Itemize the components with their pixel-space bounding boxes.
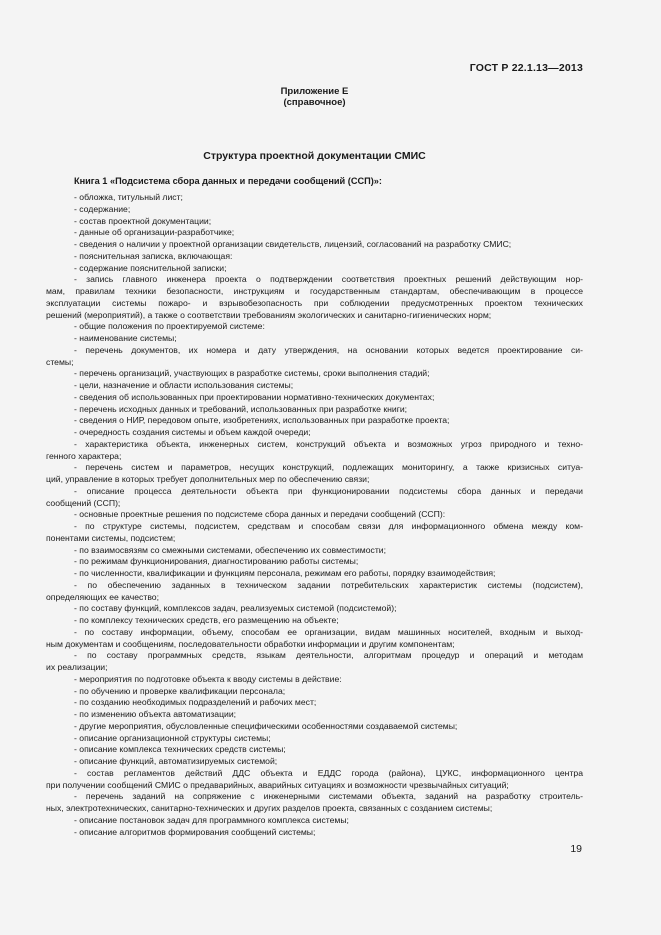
text-line: - по созданию необходимых подразделений и рабочих мест;: [74, 697, 317, 708]
text-line: - по обучению и проверке квалификации персонала;: [74, 685, 286, 696]
text-line: - наименование системы;: [74, 333, 177, 343]
text-line: - по взаимосвязям со смежными системами, обеспечению их совместимости;: [74, 544, 387, 555]
text-line: - содержание;: [74, 203, 131, 214]
text-line: - содержание пояснительной записки;: [74, 262, 227, 273]
text-line: - состав регламентов действий ДДС объекта и ЕДДС города (района), ЦУКС, информационного центра: [74, 767, 583, 778]
text-line: ным документам и сообщениям, последовательности обработки информации и другим компонентам;: [46, 638, 455, 649]
text-line: сообщений (ССП);: [46, 497, 121, 508]
text-line: эксплуатации системы пожаро- и взрывобезопасность при соблюдении предусмотренных проектом технических: [46, 297, 583, 308]
text-line: - характеристика объекта, инженерных систем, конструкций объекта и возможных угроз природного и техно-: [74, 438, 583, 449]
text-line: - по изменению объекта автоматизации;: [74, 709, 237, 719]
text-line: мам, правилам техники безопасности, инструкциям и государственным стандартам, обеспечивающим в процессе: [46, 286, 583, 296]
text-line: генного характера;: [46, 450, 122, 461]
text-line: - сведения о наличии у проектной организации свидетельств, лицензий, согласований на разработку СМИС;: [74, 239, 512, 249]
text-line: определяющих ее качество;: [46, 591, 159, 602]
text-line: - по обеспечению заданных в техническом задании потребительских характеристик системы (подсистем),: [74, 579, 583, 590]
text-line: - цели, назначение и области использования системы;: [74, 380, 294, 390]
text-line: решений (мероприятий), а также о соответствии требованиям экологических и санитарно-гигиенических норм;: [46, 309, 492, 320]
text-line: - описание постановок задач для программного комплекса системы;: [74, 814, 349, 825]
text-line: их реализации;: [46, 662, 108, 672]
text-line: стемы;: [46, 356, 74, 367]
section-title: Структура проектной документации СМИС: [203, 150, 426, 162]
text-line: - другие мероприятия, обусловленные специфическими особенностями создаваемой системы;: [74, 720, 458, 731]
text-line: - по составу информации, объему, способам ее организации, видам машинных носителей, входным и выход-: [74, 626, 583, 637]
text-line: - очередность создания системы и объем каждой очереди;: [74, 427, 311, 437]
text-line: - описание комплекса технических средств системы;: [74, 744, 286, 755]
text-line: - мероприятия по подготовке объекта к вводу системы в действие:: [74, 673, 342, 684]
text-line: - сведения о НИР, передовом опыте, изобретениях, использованных при разработке проекта;: [74, 415, 450, 426]
text-line: - описание процесса деятельности объекта при функционировании подсистемы сбора данных и передачи: [74, 485, 583, 496]
text-line: при получении сообщений СМИС о предаварийных, аварийных ситуациях и возможности чрезвычайных ситуаций;: [46, 779, 509, 790]
text-line: - по структуре системы, подсистем, средствам и способам связи для информационного обмена между ком-: [74, 521, 583, 531]
text-line: - описание алгоритмов формирования сообщений системы;: [74, 826, 316, 837]
text-line: - по численности, квалификации и функциям персонала, режимам его работы, порядку взаимодействия;: [74, 568, 496, 578]
text-line: ций, управление в которых требует дополнительных мер по обеспечению связи;: [46, 474, 370, 484]
text-line: - по режимам функционирования, диагностированию работы системы;: [74, 556, 359, 567]
text-line: - перечень заданий на сопряжение с инженерными системами объекта, заданий на разработку строитель-: [74, 791, 583, 802]
text-line: - основные проектные решения по подсистеме сбора данных и передачи сообщений (ССП):: [74, 509, 446, 520]
appendix-title: Приложение Е: [280, 86, 349, 97]
text-line: - запись главного инженера проекта о подтверждении соответствия проектных решений действующим нор-: [74, 274, 583, 285]
text-line: - перечень организаций, участвующих в разработке системы, сроки выполнения стадий;: [74, 368, 430, 379]
text-line: - перечень исходных данных и требований, использованных при разработке книги;: [74, 403, 408, 414]
standard-code: ГОСТ Р 22.1.13—2013: [469, 62, 583, 74]
text-line: ных, электротехнических, санитарно-технических и других разделов проекта, связанных с созданием системы;: [46, 803, 493, 813]
content-body: [46, 192, 583, 838]
text-line: - состав проектной документации;: [74, 215, 212, 226]
text-line: - обложка, титульный лист;: [74, 192, 183, 202]
appendix-heading: [0, 86, 629, 108]
text-line: - пояснительная записка, включающая:: [74, 250, 233, 261]
appendix-subtitle: (справочное): [283, 97, 346, 108]
text-line: - перечень систем и параметров, несущих конструкций, подлежащих мониторингу, а также кризисных ситуа-: [74, 462, 583, 473]
text-line: - описание функций, автоматизируемых системой;: [74, 756, 278, 766]
book-heading: Книга 1 «Подсистема сбора данных и передачи сообщений (ССП)»:: [74, 176, 382, 186]
text-line: - описание организационной структуры системы;: [74, 732, 271, 743]
text-line: - общие положения по проектируемой системе:: [74, 321, 265, 332]
text-line: понентами системы, подсистем;: [46, 532, 176, 543]
text-line: - по составу функций, комплексов задач, реализуемых системой (подсистемой);: [74, 603, 397, 614]
text-line: - данные об организации-разработчике;: [74, 227, 235, 238]
text-line: - по комплексу технических средств, его размещению на объекте;: [74, 615, 339, 625]
text-line: - по составу программных средств, языкам деятельности, алгоритмам процедур и операций и методам: [74, 650, 583, 661]
text-line: - перечень документов, их номера и дату утверждения, на основании которых ведется проектирование си-: [74, 344, 583, 355]
page-number: 19: [570, 843, 582, 855]
text-line: - сведения об использованных при проектировании нормативно-технических документах;: [74, 391, 435, 402]
